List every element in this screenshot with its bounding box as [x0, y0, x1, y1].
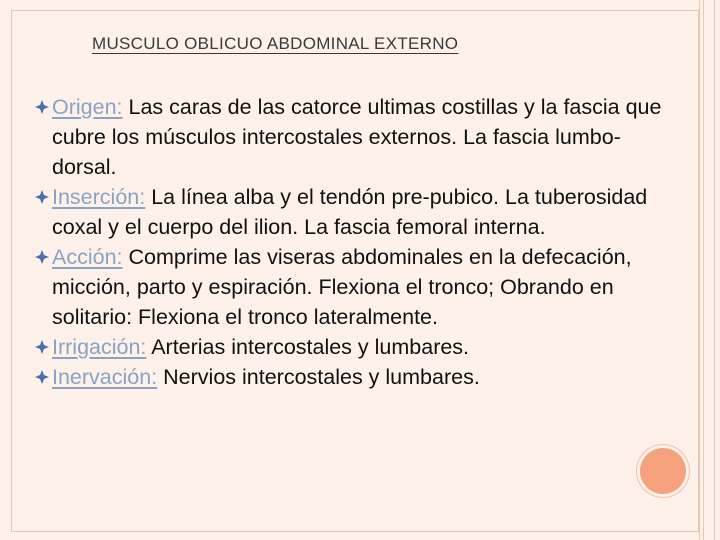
list-item-content [52, 182, 674, 242]
item-label: Inserción: [52, 185, 146, 209]
list-item-content [52, 332, 674, 362]
item-label: Irrigación: [52, 335, 147, 359]
item-text: Las caras de las catorce ultimas costillas y la fascia que cubre los músculos intercostales externos. La fascia lumbo-dorsal. [52, 95, 662, 179]
diamond-bullet-icon [34, 182, 52, 212]
diamond-bullet-icon [34, 332, 52, 362]
item-text: La línea alba y el tendón pre-pubico. La tuberosidad coxal y el cuerpo del ilion. La fascia femoral interna. [52, 185, 648, 239]
list-item-accion [34, 242, 674, 332]
list-item-content [52, 92, 674, 182]
diamond-bullet-icon [34, 92, 52, 122]
item-text: Nervios intercostales y lumbares. [157, 365, 480, 389]
list-item-insercion [34, 182, 674, 242]
list-item-inervacion [34, 362, 674, 392]
diamond-bullet-icon [34, 242, 52, 272]
decorative-rule [699, 0, 700, 540]
item-text: Arterias intercostales y lumbares. [146, 335, 470, 359]
decorative-rule [703, 0, 704, 540]
diamond-bullet-icon [34, 362, 52, 392]
item-text: Comprime las viseras abdominales en la defecación, micción, parto y espiración. Flexiona el tronco; Obrando en solitario: Flexiona el tronco lateralmente. [52, 245, 632, 329]
item-label: Origen: [52, 95, 123, 119]
orange-circle-icon [640, 448, 686, 494]
item-label: Inervación: [52, 365, 158, 389]
list-item-content [52, 242, 674, 332]
decorative-rule [714, 0, 715, 540]
list-item-origen [34, 92, 674, 182]
slide-body [34, 92, 674, 392]
item-label: Acción: [52, 245, 123, 269]
list-item-content [52, 362, 674, 392]
list-item-irrigacion [34, 332, 674, 362]
slide-title: MUSCULO OBLICUO ABDOMINAL EXTERNO [92, 34, 459, 53]
